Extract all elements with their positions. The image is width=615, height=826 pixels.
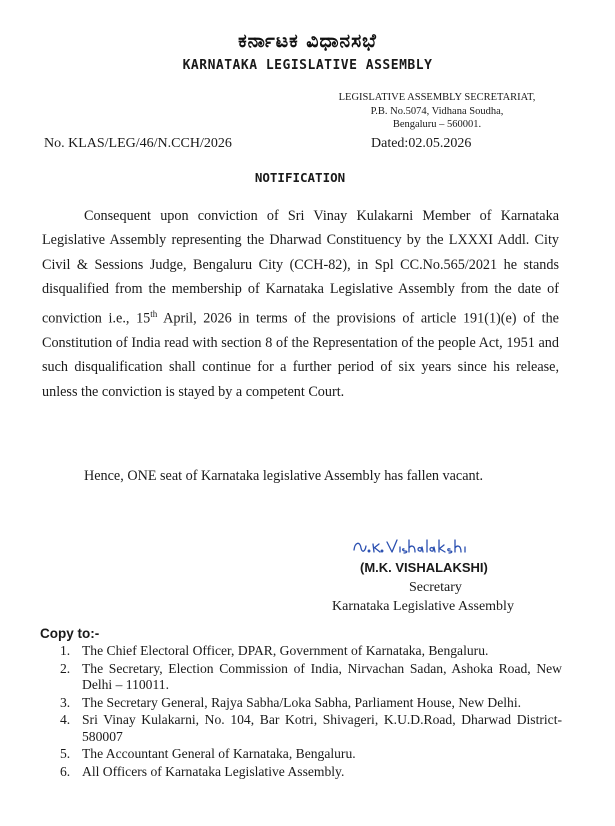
list-item [60, 712, 562, 745]
signatory-name: (M.K. VISHALAKSHI) [360, 560, 488, 575]
vacancy-paragraph: Hence, ONE seat of Karnataka legislative Assembly has fallen vacant. [84, 468, 484, 484]
item-number: 2. [60, 660, 71, 676]
notification-paragraph [42, 204, 559, 404]
notification-heading: NOTIFICATION [254, 170, 346, 185]
address-line: LEGISLATIVE ASSEMBLY SECRETARIAT, [338, 92, 536, 103]
kannada-title: ಕರ್ನಾಟಕ ವಿಧಾನಸಭೆ [238, 30, 377, 52]
dated: Dated:02.05.2026 [371, 136, 472, 151]
english-title: KARNATAKA LEGISLATIVE ASSEMBLY [182, 58, 433, 73]
item-text: The Chief Electoral Officer, DPAR, Government of Karnataka, Bengaluru. [82, 643, 489, 658]
item-text: Sri Vinay Kulakarni, No. 104, Bar Kotri, Shivageri, K.U.D.Road, Dharwad District-580007 [82, 712, 562, 744]
item-number: 3. [60, 694, 71, 710]
signatory-organization: Karnataka Legislative Assembly [332, 599, 514, 614]
reference-number: No. KLAS/LEG/46/N.CCH/2026 [44, 136, 232, 151]
list-item [60, 661, 562, 694]
item-number: 1. [60, 643, 71, 658]
list-item [60, 746, 562, 763]
list-item [60, 764, 562, 781]
item-text: The Secretary General, Rajya Sabha/Loka Sabha, Parliament House, New Delhi. [82, 694, 522, 710]
item-number: 6. [60, 763, 71, 779]
ordinal-suffix: th [150, 308, 158, 319]
item-text: The Secretary, Election Commission of India, Nirvachan Sadan, Ashoka Road, New Delhi – 110011. [82, 660, 562, 692]
address-line: Bengaluru – 560001. [392, 119, 482, 130]
item-text: The Accountant General of Karnataka, Bengaluru. [82, 746, 356, 761]
item-number: 5. [60, 746, 71, 761]
paragraph-text: Consequent upon conviction of Sri Vinay Kulakarni Member of Karnataka Legislative Assembly representing the Dharwad Constituency by the LXXXI Addl. City Civil & Sessions Judge, Bengaluru City (CCH-82), in Spl CC.No.565/2021 he stands disqualified from the membership of Karnataka Legislative Assembly from the date of conviction i.e., 15 [42, 208, 559, 327]
paragraph-text: April, 2026 in terms of the provisions of article 191(1)(e) of the Constitution of India read with section 8 of the Representation of the people Act, 1951 and such disqualification shall continue for a further period of six years since his release, unless the conviction is stayed by a competent Court. [42, 310, 559, 400]
item-text: All Officers of Karnataka Legislative Assembly. [82, 763, 345, 779]
copy-to-heading: Copy to:- [40, 626, 100, 641]
secretariat-address [322, 91, 552, 132]
handwritten-signature [351, 536, 511, 558]
item-number: 4. [60, 712, 71, 727]
address-line: P.B. No.5074, Vidhana Soudha, [370, 105, 504, 117]
list-item [60, 643, 562, 660]
signatory-title: Secretary [409, 580, 462, 595]
copy-to-list [60, 643, 562, 781]
list-item [60, 695, 562, 712]
